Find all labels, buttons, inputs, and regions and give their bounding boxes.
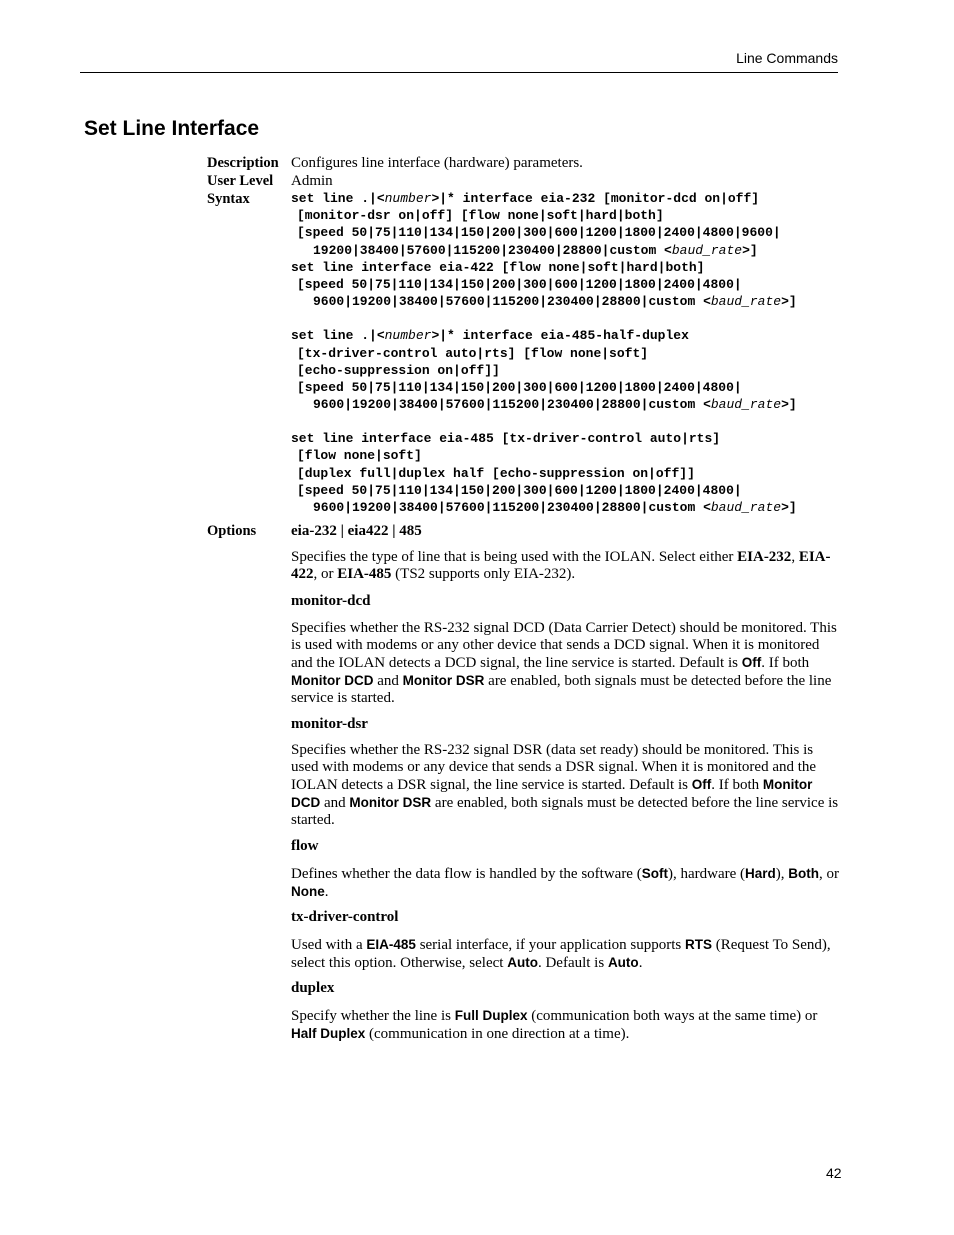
syntax-line: 9600|19200|38400|57600|115200|230400|28800|custom <baud_rate>]: [313, 397, 797, 412]
option-desc-monitor-dsr: Specifies whether the RS-232 signal DSR (data set ready) should be monitored. This is used with modems or any device that sends a DSR signal. When it is monitored and the IOLAN detects a DSR signal, the line service is started. Default is Off. If both Monitor DCD and Monitor DSR are enabled, both signals must be detected before the line service is started.: [291, 742, 839, 829]
syntax-line: [speed 50|75|110|134|150|200|300|600|1200|1800|2400|4800|9600|: [297, 225, 781, 240]
page-number: 42: [826, 1165, 842, 1181]
syntax-line: set line .|<number>|* interface eia-485-half-duplex: [291, 328, 689, 343]
user-level-value: Admin: [291, 173, 333, 189]
option-heading-monitor-dcd: monitor-dcd: [291, 593, 371, 609]
user-level-label: User Level: [207, 173, 274, 189]
syntax-label: Syntax: [207, 191, 250, 207]
baud-rate-placeholder: baud_rate: [710, 500, 782, 515]
syntax-line: [monitor-dsr on|off] [flow none|soft|hard|both]: [297, 208, 664, 223]
baud-rate-placeholder: baud_rate: [710, 294, 782, 309]
syntax-line: [echo-suppression on|off]]: [297, 363, 500, 378]
syntax-line: set line interface eia-485 [tx-driver-control auto|rts]: [291, 431, 721, 446]
option-heading-monitor-dsr: monitor-dsr: [291, 716, 368, 732]
options-label: Options: [207, 523, 257, 539]
number-placeholder: number: [384, 328, 432, 343]
option-heading-flow: flow: [291, 838, 319, 854]
description-label: Description: [207, 155, 279, 171]
syntax-line: set line interface eia-422 [flow none|soft|hard|both]: [291, 260, 705, 275]
option-heading-duplex: duplex: [291, 980, 335, 996]
page-header: [80, 50, 838, 73]
syntax-line: [flow none|soft]: [297, 448, 422, 463]
option-desc-tx-driver-control: Used with a EIA-485 serial interface, if your application supports RTS (Request To Send), select this option. Otherwise, select Auto. Default is Auto.: [291, 937, 831, 972]
option-desc-monitor-dcd: Specifies whether the RS-232 signal DCD (Data Carrier Detect) should be monitored. This is used with modems or any other device that sends a DCD signal. When it is monitored and the IOLAN detects a DCD signal, the line service is started. Default is Off. If both Monitor DCD and Monitor DSR are enabled, both signals must be detected before the line service is started.: [291, 620, 837, 707]
syntax-line: [speed 50|75|110|134|150|200|300|600|1200|1800|2400|4800|: [297, 380, 742, 395]
syntax-line: 9600|19200|38400|57600|115200|230400|28800|custom <baud_rate>]: [313, 500, 797, 515]
syntax-line: set line .|<number>|* interface eia-232 [monitor-dcd on|off]: [291, 191, 760, 206]
option-heading-tx-driver-control: tx-driver-control: [291, 909, 399, 925]
header-section-title: Line Commands: [736, 50, 838, 66]
syntax-line: [speed 50|75|110|134|150|200|300|600|1200|1800|2400|4800|: [297, 277, 742, 292]
number-placeholder: number: [384, 191, 432, 206]
page-title: Set Line Interface: [84, 117, 260, 140]
description-text: Configures line interface (hardware) parameters.: [291, 155, 583, 171]
option-desc-duplex: Specify whether the line is Full Duplex (communication both ways at the same time) or Half Duplex (communication in one direction at a time).: [291, 1008, 818, 1043]
syntax-line: [tx-driver-control auto|rts] [flow none|soft]: [297, 346, 649, 361]
syntax-line: 19200|38400|57600|115200|230400|28800|custom <baud_rate>]: [313, 243, 758, 258]
option-desc-eia: Specifies the type of line that is being used with the IOLAN. Select either EIA-232, EIA-422, or EIA-485 (TS2 supports only EIA-232).: [291, 549, 831, 583]
baud-rate-placeholder: baud_rate: [671, 243, 743, 258]
syntax-line: [duplex full|duplex half [echo-suppression on|off]]: [297, 466, 695, 481]
option-desc-flow: Defines whether the data flow is handled by the software (Soft), hardware (Hard), Both, or None.: [291, 866, 840, 901]
syntax-line: [speed 50|75|110|134|150|200|300|600|1200|1800|2400|4800|: [297, 483, 742, 498]
option-heading-eia: eia-232 | eia422 | 485: [291, 523, 422, 539]
baud-rate-placeholder: baud_rate: [710, 397, 782, 412]
syntax-line: 9600|19200|38400|57600|115200|230400|28800|custom <baud_rate>]: [313, 294, 797, 309]
